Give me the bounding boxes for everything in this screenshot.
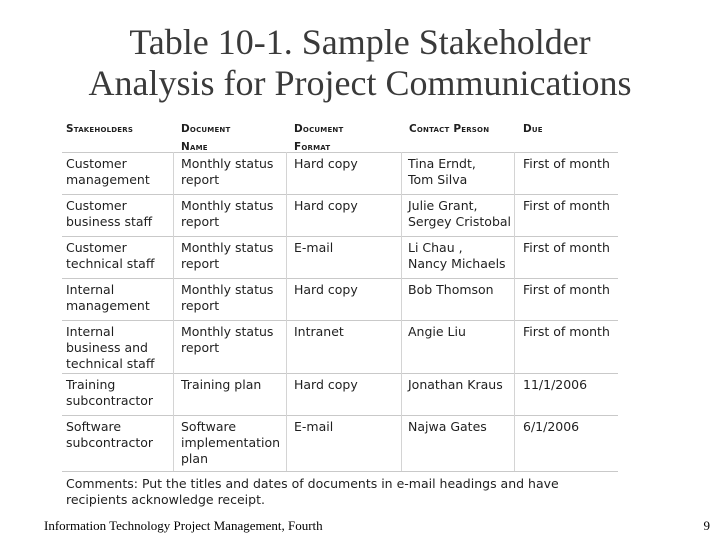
cell-document-format: Intranet bbox=[294, 324, 344, 339]
cell-document-name: Monthly status report bbox=[181, 324, 274, 355]
cell-stakeholder: Customer business staff bbox=[66, 198, 153, 229]
cell-document-format: Hard copy bbox=[294, 156, 358, 171]
cell-stakeholder: Customer management bbox=[66, 156, 150, 187]
table-header-row bbox=[62, 114, 618, 154]
cell-stakeholder: Customer technical staff bbox=[66, 240, 155, 271]
cell-stakeholder: Internal management bbox=[66, 282, 150, 313]
title-line-1: Table 10-1. Sample Stakeholder bbox=[129, 22, 591, 62]
cell-document-format: E-mail bbox=[294, 240, 334, 255]
cell-document-name: Software implementation plan bbox=[181, 419, 281, 466]
cell-document-name: Monthly status report bbox=[181, 156, 274, 187]
stakeholder-table bbox=[62, 114, 618, 512]
table-row bbox=[62, 194, 618, 236]
cell-document-format: E-mail bbox=[294, 419, 334, 434]
header-contact-person: Contact Person bbox=[409, 123, 490, 135]
cell-due: 6/1/2006 bbox=[523, 419, 580, 434]
cell-due: First of month bbox=[523, 240, 610, 255]
table-row bbox=[62, 373, 618, 415]
header-stakeholders: Stakeholders bbox=[66, 123, 134, 135]
table-row bbox=[62, 278, 618, 320]
cell-document-format: Hard copy bbox=[294, 282, 358, 297]
cell-due: First of month bbox=[523, 324, 610, 339]
page-number: 9 bbox=[703, 518, 710, 533]
cell-document-name: Monthly status report bbox=[181, 282, 274, 313]
slide-title bbox=[0, 22, 720, 104]
cell-document-format: Hard copy bbox=[294, 377, 358, 392]
cell-contact-person: Tina Erndt, Tom Silva bbox=[408, 156, 476, 187]
header-due: Due bbox=[523, 123, 543, 135]
column-divider bbox=[173, 152, 174, 471]
column-divider bbox=[514, 152, 515, 471]
cell-due: 11/1/2006 bbox=[523, 377, 588, 392]
header-document-format: Document Format bbox=[294, 123, 344, 153]
cell-contact-person: Jonathan Kraus bbox=[408, 377, 503, 392]
cell-due: First of month bbox=[523, 198, 610, 213]
cell-document-name: Training plan bbox=[181, 377, 262, 392]
cell-stakeholder: Software subcontractor bbox=[66, 419, 154, 450]
cell-contact-person: Bob Thomson bbox=[408, 282, 494, 297]
table-row bbox=[62, 415, 618, 472]
header-document-name: Document Name bbox=[181, 123, 231, 153]
slide-footer: Information Technology Project Management, Fourth bbox=[44, 518, 323, 533]
cell-contact-person: Julie Grant, Sergey Cristobal bbox=[408, 198, 512, 229]
cell-stakeholder: Internal business and technical staff bbox=[66, 324, 155, 371]
table-row bbox=[62, 236, 618, 278]
table-comments: Comments: Put the titles and dates of documents in e-mail headings and have recipients acknowledge receipt. bbox=[66, 476, 559, 507]
title-line-2: Analysis for Project Communications bbox=[88, 63, 632, 103]
column-divider bbox=[401, 152, 402, 471]
cell-document-format: Hard copy bbox=[294, 198, 358, 213]
cell-document-name: Monthly status report bbox=[181, 198, 274, 229]
cell-contact-person: Najwa Gates bbox=[408, 419, 487, 434]
cell-due: First of month bbox=[523, 156, 610, 171]
cell-stakeholder: Training subcontractor bbox=[66, 377, 154, 408]
column-divider bbox=[286, 152, 287, 471]
cell-contact-person: Angie Liu bbox=[408, 324, 466, 339]
table-row bbox=[62, 320, 618, 373]
cell-contact-person: Li Chau , Nancy Michaels bbox=[408, 240, 506, 271]
cell-due: First of month bbox=[523, 282, 610, 297]
table-row bbox=[62, 152, 618, 194]
cell-document-name: Monthly status report bbox=[181, 240, 274, 271]
